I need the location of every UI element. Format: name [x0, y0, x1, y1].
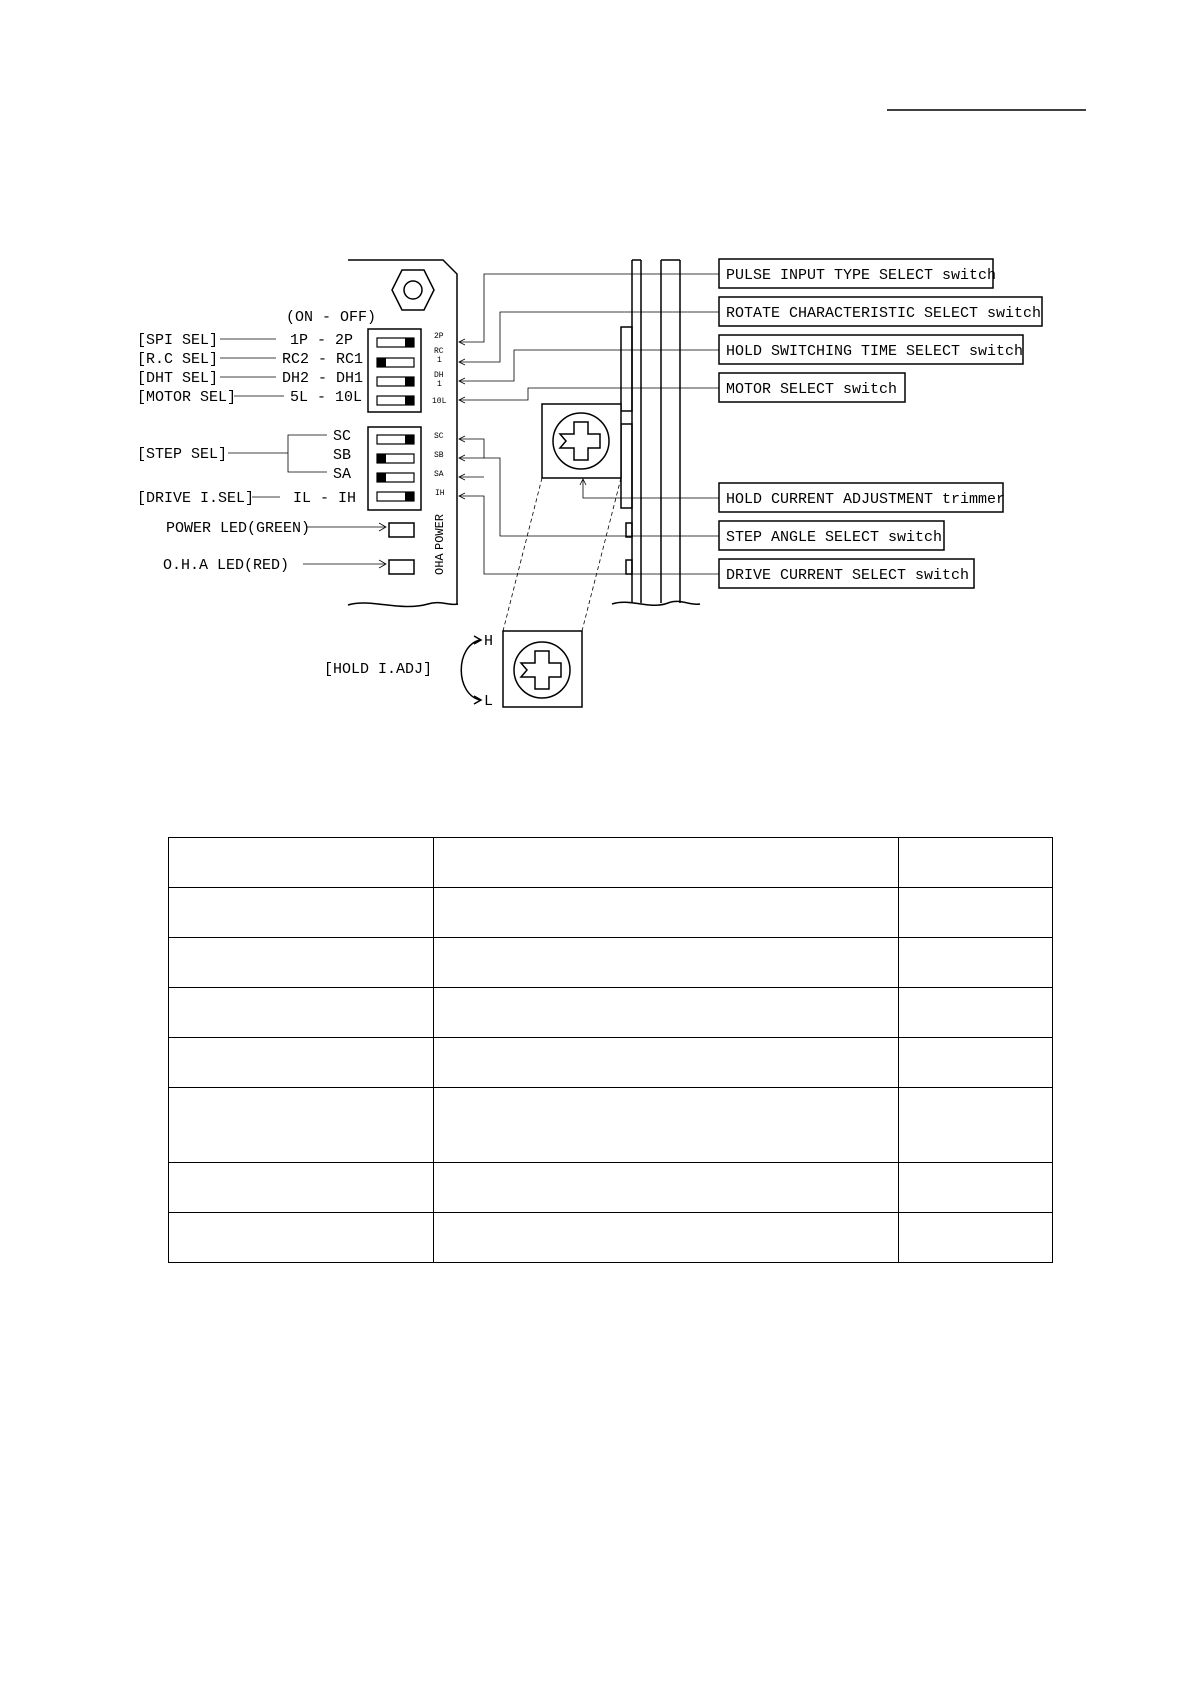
setting-drive: IL - IH — [293, 490, 357, 507]
mark-dh1: 1 — [437, 380, 442, 389]
table-cell — [899, 988, 1053, 1038]
setting-rc: RC2 - RC1 — [282, 351, 364, 368]
table-row — [169, 988, 1053, 1038]
label-power-led: POWER LED(GREEN) — [166, 520, 311, 537]
table-cell — [899, 888, 1053, 938]
table-row — [169, 1163, 1053, 1213]
label-dht-sel: [DHT SEL] — [137, 370, 219, 387]
table-cell — [169, 988, 434, 1038]
table-cell — [434, 888, 899, 938]
table-cell — [434, 1213, 899, 1263]
label-motor-sel: [MOTOR SEL] — [137, 389, 237, 406]
oha-led — [389, 560, 414, 574]
settings-table — [168, 837, 1053, 1263]
mark-ih: IH — [435, 489, 445, 498]
table-cell — [169, 938, 434, 988]
label-step-sel: [STEP SEL] — [137, 446, 228, 463]
mark-rc1: 1 — [437, 356, 442, 365]
label-drive-i-sel: [DRIVE I.SEL] — [137, 490, 255, 507]
table-cell — [169, 838, 434, 888]
svg-text:MOTOR SELECT switch: MOTOR SELECT switch — [726, 381, 898, 398]
table-row — [169, 838, 1053, 888]
table-cell — [899, 1163, 1053, 1213]
table-cell — [899, 1213, 1053, 1263]
on-off-label: (ON - OFF) — [286, 309, 377, 326]
table-row — [169, 1088, 1053, 1163]
table-cell — [899, 1038, 1053, 1088]
label-oha-led: O.H.A LED(RED) — [163, 557, 290, 574]
svg-text:STEP ANGLE SELECT switch: STEP ANGLE SELECT switch — [726, 529, 943, 546]
mark-sb: SB — [434, 451, 444, 460]
setting-dht: DH2 - DH1 — [282, 370, 364, 387]
setting-motor: 5L - 10L — [290, 389, 363, 406]
setting-sb: SB — [333, 447, 352, 464]
table-cell — [434, 1163, 899, 1213]
table-row — [169, 1213, 1053, 1263]
adjust-high: H — [484, 633, 494, 650]
mark-rc: RC — [434, 347, 444, 356]
label-rc-sel: [R.C SEL] — [137, 351, 219, 368]
table-cell — [434, 938, 899, 988]
table-cell — [434, 838, 899, 888]
callout-hold-current — [719, 483, 1005, 512]
table-cell — [899, 1088, 1053, 1163]
mark-oha: OHA — [433, 553, 447, 575]
dip-switch-block-lower — [368, 427, 421, 510]
hold-current-trimmer — [542, 404, 621, 478]
table-row — [169, 1038, 1053, 1088]
svg-text:HOLD CURRENT ADJUSTMENT trimme: HOLD CURRENT ADJUSTMENT trimmer — [726, 491, 1006, 508]
callout-drive-current — [719, 559, 974, 588]
mark-10l: 10L — [432, 397, 447, 406]
label-spi-sel: [SPI SEL] — [137, 332, 219, 349]
driver-panel-diagram — [0, 0, 1191, 740]
dip-switch-block-upper — [368, 329, 421, 412]
svg-text:HOLD SWITCHING TIME SELECT swi: HOLD SWITCHING TIME SELECT switch — [726, 343, 1024, 360]
table-cell — [169, 1088, 434, 1163]
table-cell — [169, 1163, 434, 1213]
setting-sa: SA — [333, 466, 352, 483]
mark-sa: SA — [434, 470, 444, 479]
svg-text:ROTATE CHARACTERISTIC SELECT s: ROTATE CHARACTERISTIC SELECT switch — [726, 305, 1042, 322]
mark-power: POWER — [433, 513, 447, 550]
callout-step-angle — [719, 521, 944, 550]
trimmer-enlarged-icon — [503, 631, 582, 707]
adjust-direction-arrow — [461, 636, 481, 704]
power-led — [389, 523, 414, 537]
table-cell — [169, 888, 434, 938]
mark-sc: SC — [434, 432, 444, 441]
setting-sc: SC — [333, 428, 352, 445]
table-cell — [434, 1088, 899, 1163]
mark-dh: DH — [434, 371, 444, 380]
mark-2p: 2P — [434, 332, 444, 341]
svg-text:PULSE INPUT TYPE SELECT switch: PULSE INPUT TYPE SELECT switch — [726, 267, 997, 284]
trimmer-zoom-lines — [503, 478, 621, 631]
table-cell — [899, 938, 1053, 988]
label-hold-i-adj: [HOLD I.ADJ] — [324, 661, 433, 678]
hex-bolt-icon — [392, 270, 434, 310]
table-row — [169, 938, 1053, 988]
svg-text:DRIVE CURRENT SELECT switch: DRIVE CURRENT SELECT switch — [726, 567, 970, 584]
callout-rotate-characteristic — [719, 297, 1042, 326]
table-cell — [899, 838, 1053, 888]
callout-motor-select — [719, 373, 905, 402]
table-row — [169, 888, 1053, 938]
table-cell — [169, 1038, 434, 1088]
setting-spi: 1P - 2P — [290, 332, 354, 349]
table-cell — [169, 1213, 434, 1263]
table-cell — [434, 1038, 899, 1088]
table-cell — [434, 988, 899, 1038]
callout-hold-switching — [719, 335, 1023, 364]
callout-pulse-input — [719, 259, 996, 288]
adjust-low: L — [484, 693, 494, 710]
